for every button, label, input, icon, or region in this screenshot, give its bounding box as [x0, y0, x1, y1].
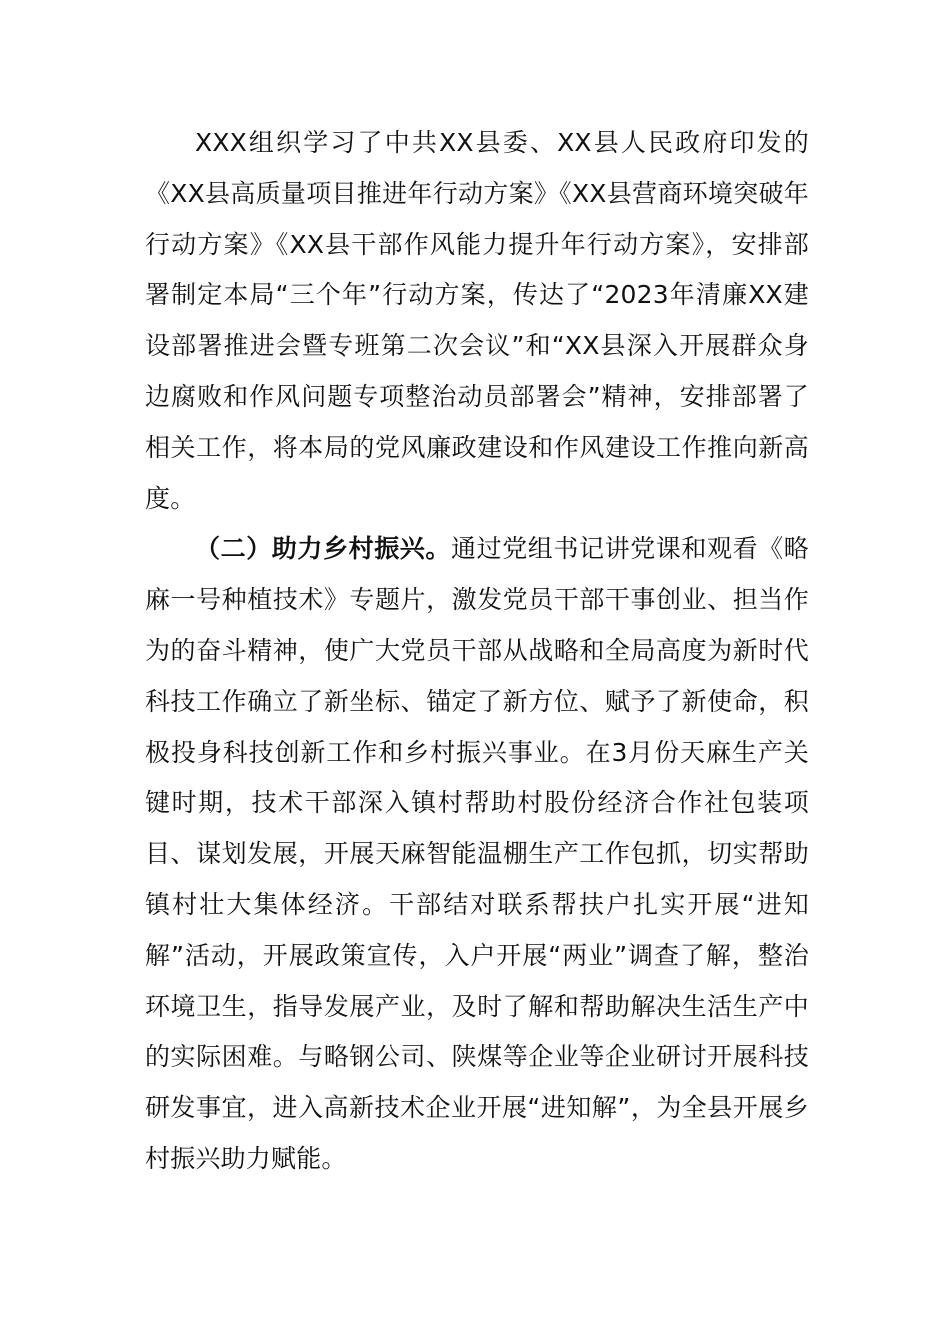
- paragraph-2: [145, 524, 809, 1184]
- section-2-heading: （二）助力乡村振兴。: [195, 534, 451, 564]
- paragraph-1: XXX组织学习了中共XX县委、XX县人民政府印发的《XX县高质量项目推进年行动方案》《XX县营商环境突破年行动方案》《XX县干部作风能力提升年行动方案》，安排部署制定本局“三个年”行动方案，传达了“2023年清廉XX建设部署推进会暨专班第二次会议”和“XX县深入开展群众身边腐败和作风问题专项整治动员部署会”精神，安排部署了相关工作，将本局的党风廉政建设和作风建设工作推向新高度。: [145, 128, 809, 513]
- section-2-body: 通过党组书记讲党课和观看《略麻一号种植技术》专题片，激发党员干部干事创业、担当作为的奋斗精神，使广大党员干部从战略和全局高度为新时代科技工作确立了新坐标、锚定了新方位、赋予了新使命，积极投身科技创新工作和乡村振兴事业。在3月份天麻生产关键时期，技术干部深入镇村帮助村股份经济合作社包装项目、谋划发展，开展天麻智能温棚生产工作包抓，切实帮助镇村壮大集体经济。干部结对联系帮扶户扎实开展“进知解”活动，开展政策宣传，入户开展“两业”调查了解，整治环境卫生，指导发展产业，及时了解和帮助解决生活生产中的实际困难。与略钢公司、陕煤等企业等企业研讨开展科技研发事宜，进入高新技术企业开展“进知解”，为全县开展乡村振兴助力赋能。: [145, 534, 809, 1173]
- document-body: [145, 118, 809, 1185]
